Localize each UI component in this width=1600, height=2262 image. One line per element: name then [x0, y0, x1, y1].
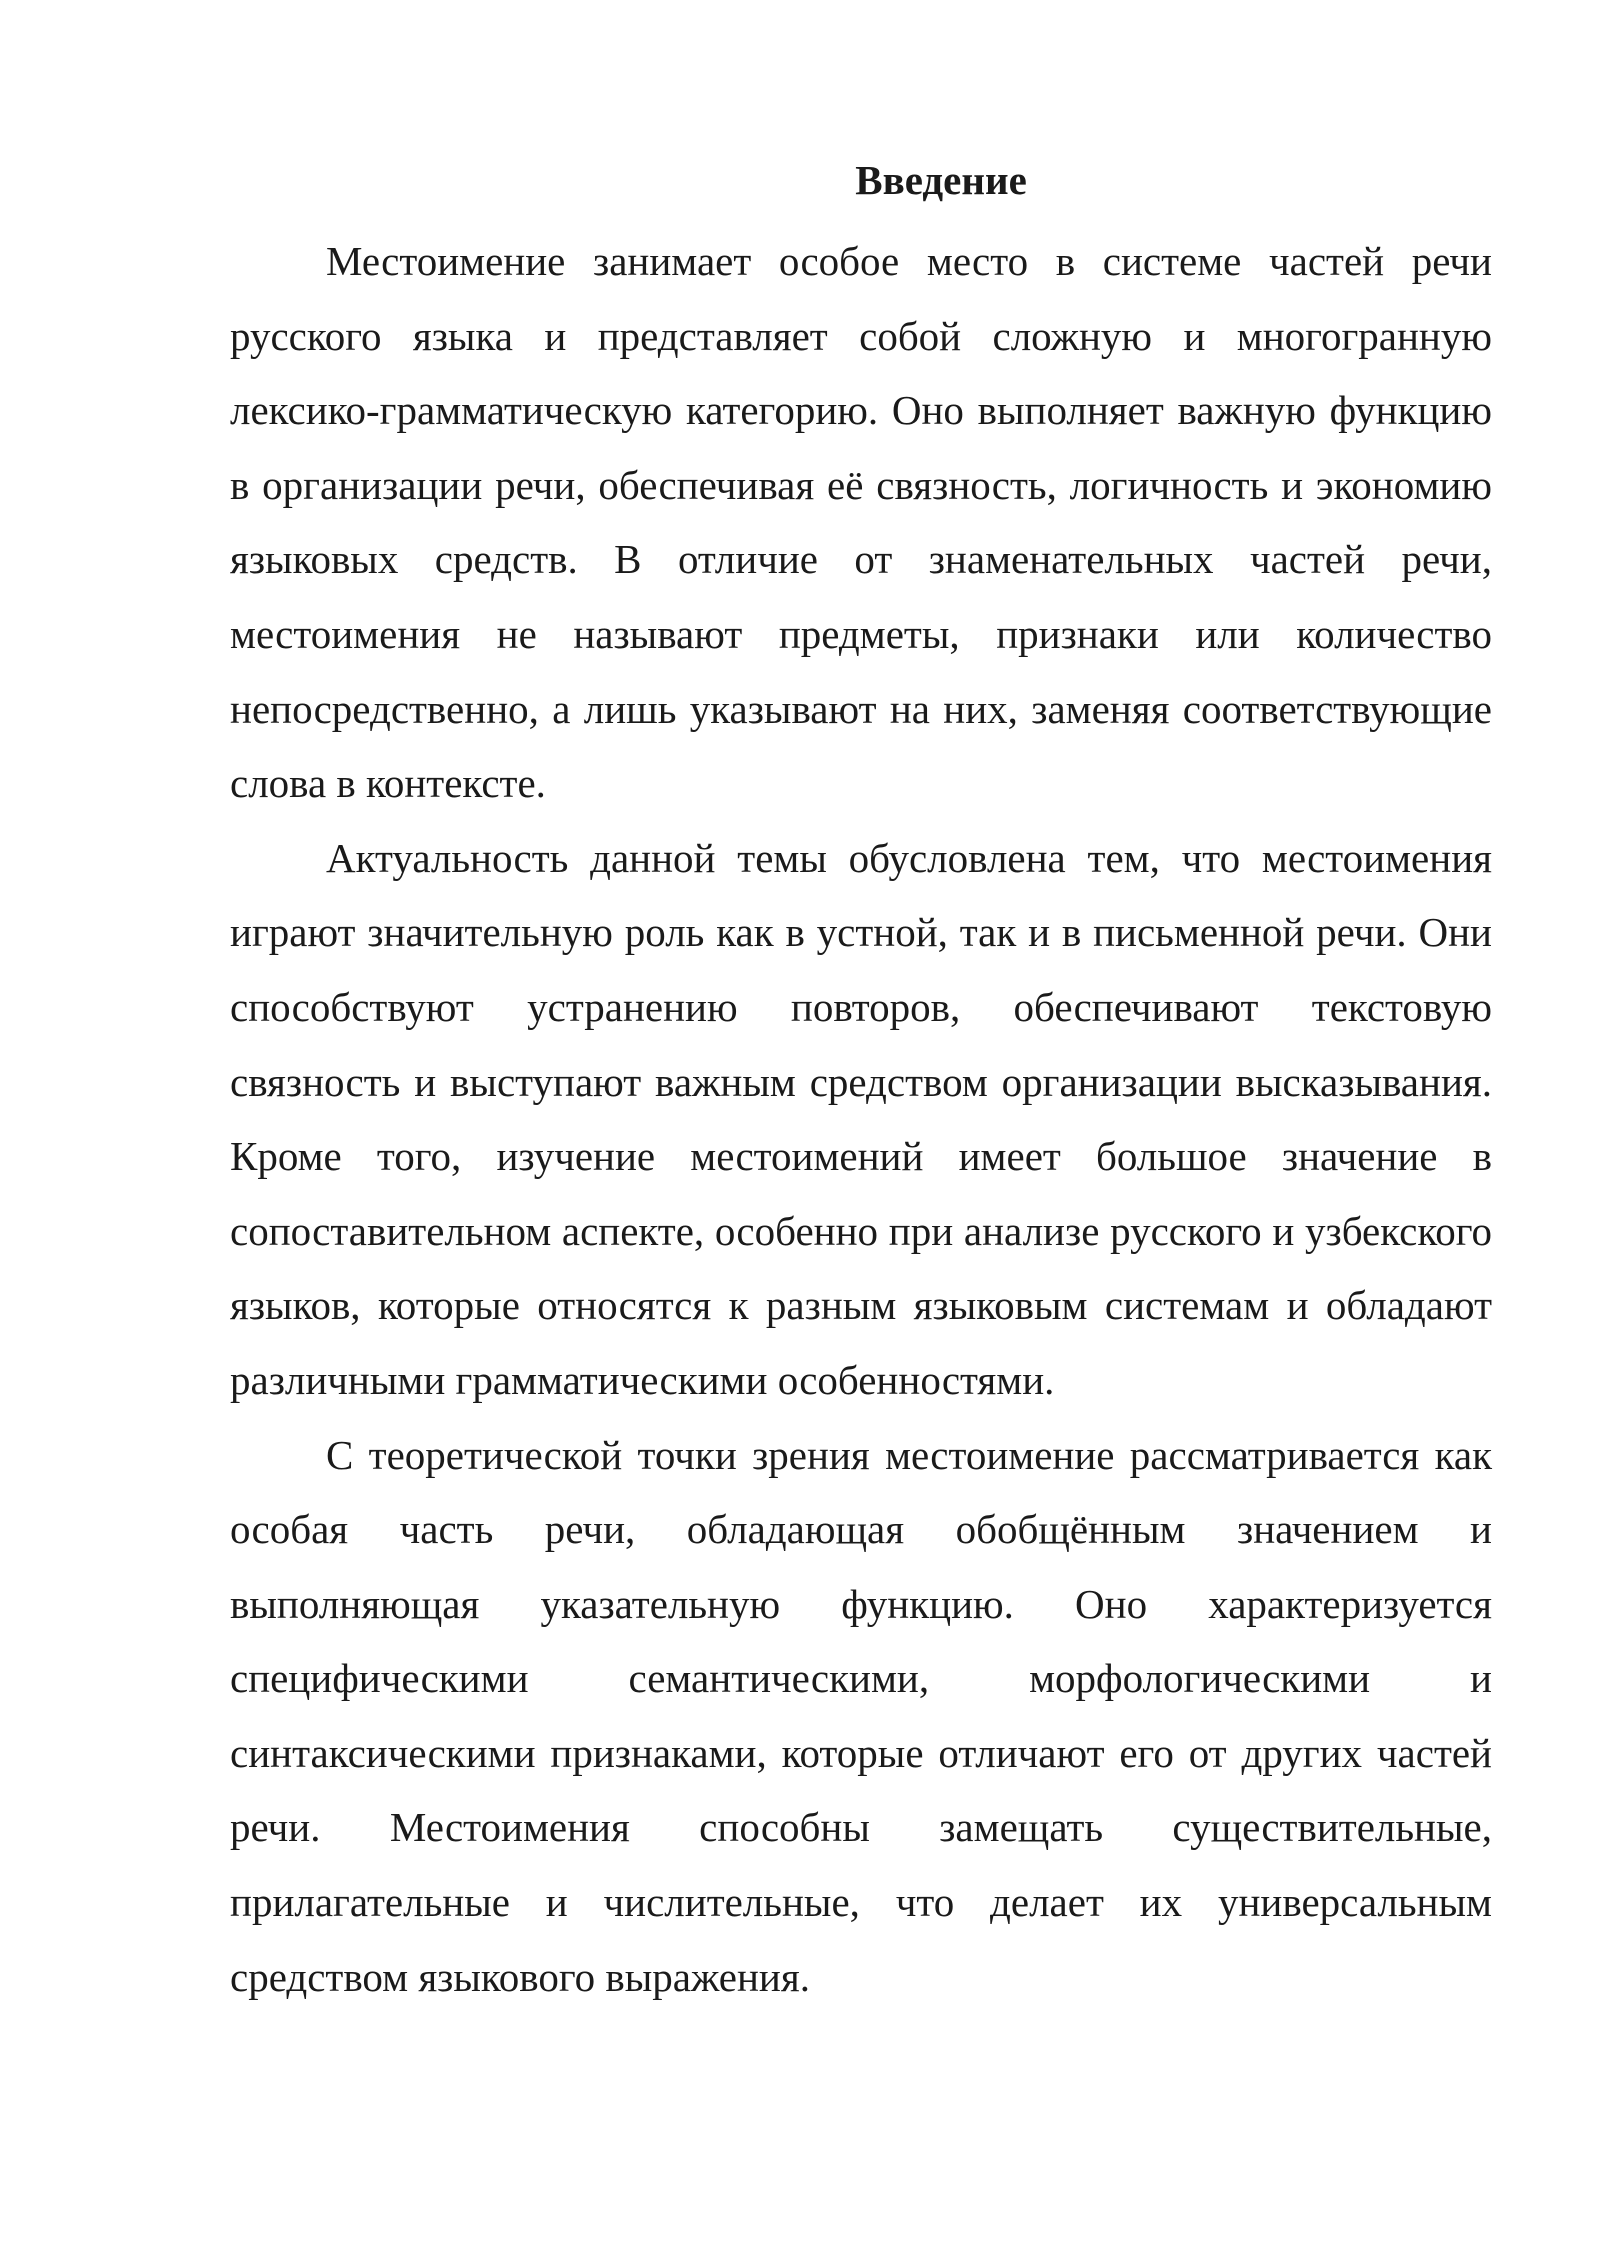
- document-body: [230, 150, 1492, 2014]
- paragraph-introduction: Местоимение занимает особое место в системе частей речи русского языка и представляет собой сложную и многогранную лексико-грамматическую категорию. Оно выполняет важную функцию в организации речи, обеспечивая её связность, логичность и экономию языковых средств. В отличие от знаменательных частей речи, местоимения не называют предметы, признаки или количество непосредственно, а лишь указывают на них, заменяя соответствующие слова в контексте.: [230, 238, 1492, 807]
- section-title: Введение: [855, 157, 1027, 203]
- paragraph-relevance: Актуальность данной темы обусловлена тем, что местоимения играют значительную роль как в устной, так и в письменной речи. Они способствуют устранению повторов, обеспечивают текстовую связность и выступают важным средством организации высказывания. Кроме того, изучение местоимений имеет большое значение в сопоставительном аспекте, особенно при анализе русского и узбекского языков, которые относятся к разным языковым системам и обладают различными грамматическими особенностями.: [230, 834, 1492, 1403]
- paragraph-theory: С теоретической точки зрения местоимение рассматривается как особая часть речи, обладающая обобщённым значением и выполняющая указательную функцию. Оно характеризуется специфическими семантическими, морфологическими и синтаксическими признаками, которые отличают его от других частей речи. Местоимения способны замещать существительные, прилагательные и числительные, что делает их универсальным средством языкового выражения.: [230, 1431, 1492, 2000]
